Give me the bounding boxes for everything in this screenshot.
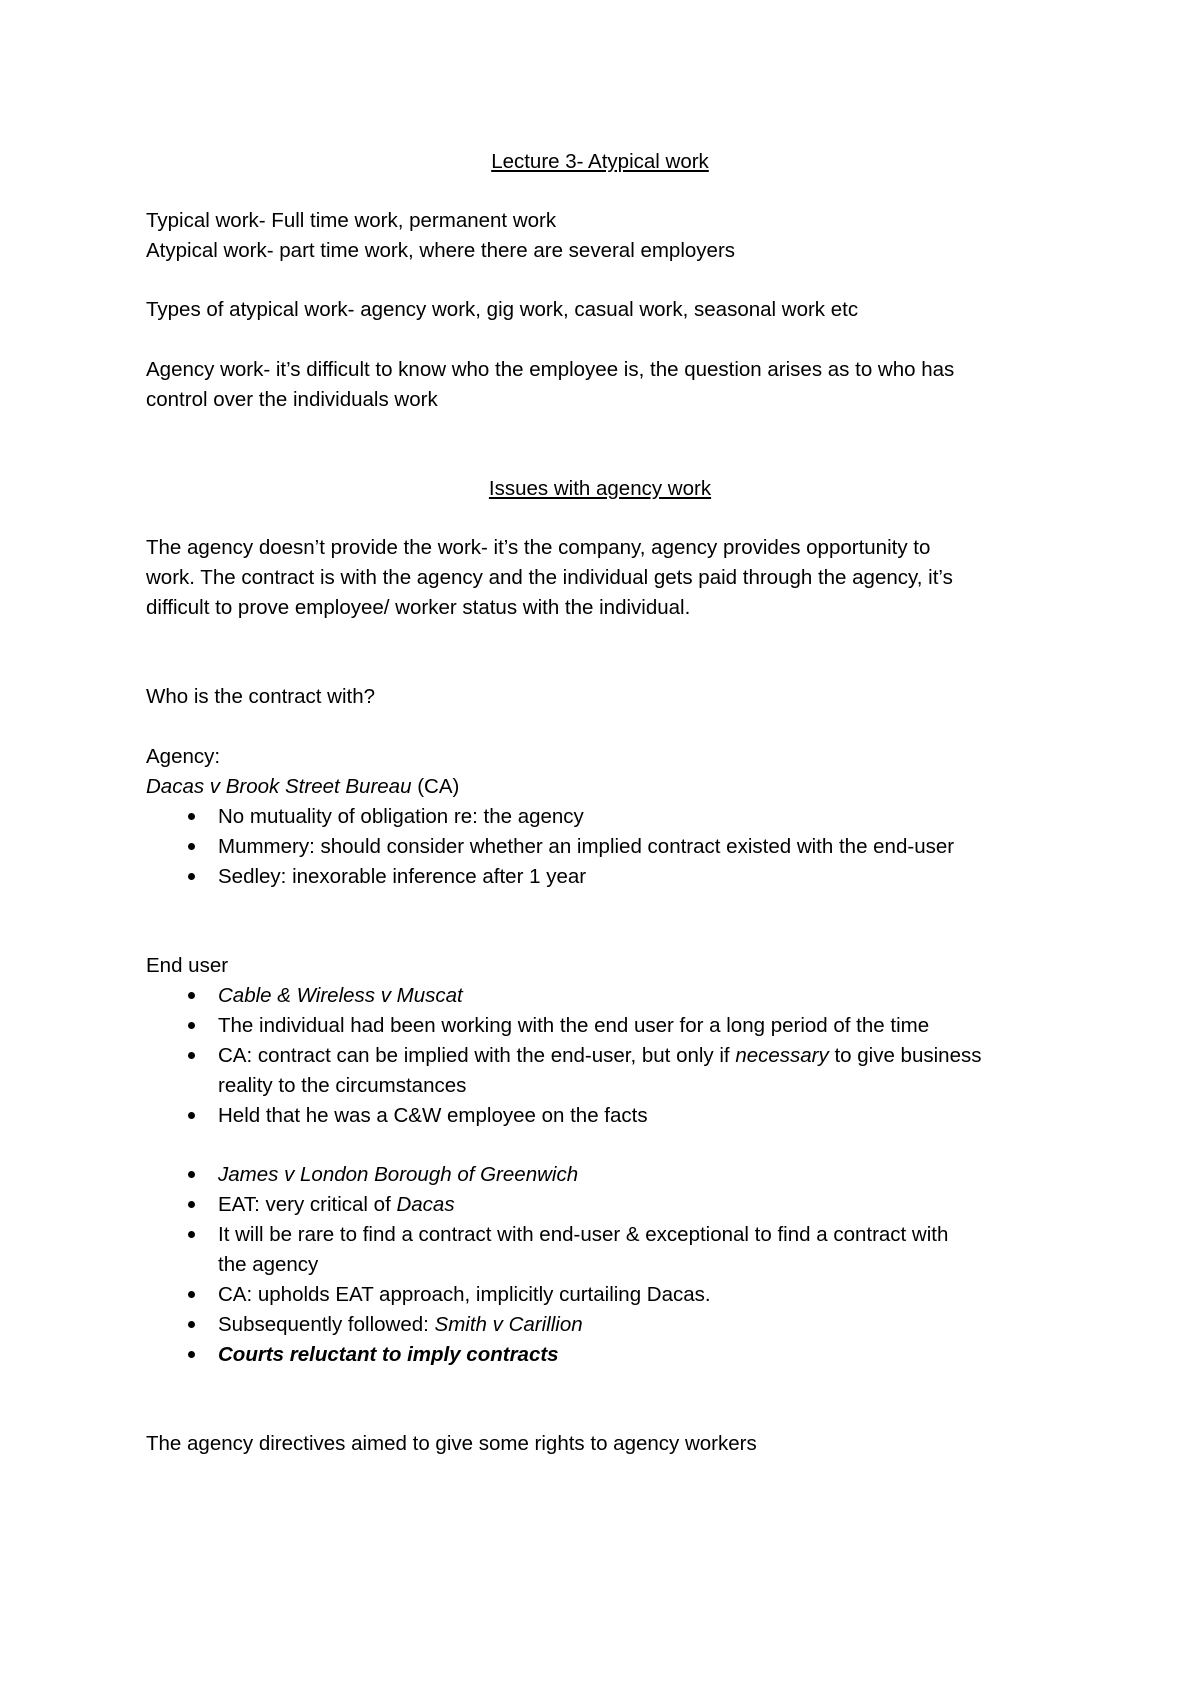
james-bullet-2-pre: EAT: very critical of [218,1193,397,1216]
cable-bullet-2: The individual had been working with the end user for a long period of the time [218,1014,930,1037]
agency-bullet-2: Mummery: should consider whether an implied contract existed with the end-user [218,835,955,858]
issues-paragraph-3: difficult to prove employee/ worker status with the individual. [146,596,691,619]
james-case-bullet [218,1160,578,1190]
agency-work-text-1: Agency work- it’s difficult to know who the employee is, the question arises as to who has [146,358,955,381]
bullet-icon [188,843,195,850]
bullet-icon [188,1022,195,1029]
bullet-icon [188,873,195,880]
bullet-icon [188,1171,195,1178]
issues-heading: Issues with agency work [488,477,712,500]
cable-case-bullet [218,981,463,1011]
agency-bullet-1: No mutuality of obligation re: the agency [218,805,584,828]
page-title: Lecture 3- Atypical work [491,150,709,173]
bullet-icon [188,813,195,820]
dacas-case-name: Dacas v Brook Street Bureau [146,775,412,798]
james-bullet-2-em: Dacas [396,1193,455,1216]
james-bullet-4: CA: upholds EAT approach, implicitly curtailing Dacas. [218,1283,711,1306]
bullet-icon [188,1052,195,1059]
typical-work-text: Typical work- Full time work, permanent work [146,209,557,232]
james-bullet-3-cont: the agency [218,1253,319,1276]
closing-text: The agency directives aimed to give some rights to agency workers [146,1432,757,1455]
issues-paragraph-1: The agency doesn’t provide the work- it’s the company, agency provides opportunity to [146,536,931,559]
dacas-court: (CA) [411,775,460,798]
cable-bullet-4: Held that he was a C&W employee on the facts [218,1104,648,1127]
cable-bullet-3-post: to give business [828,1044,982,1067]
bullet-icon [188,1231,195,1238]
bullet-icon [188,1201,195,1208]
cable-case-name: Cable & Wireless v Muscat [218,984,463,1007]
types-text: Types of atypical work- agency work, gig work, casual work, seasonal work etc [146,298,859,321]
cable-bullet-3 [218,1041,981,1071]
agency-label: Agency: [146,745,221,768]
james-bullet-5 [218,1310,583,1340]
james-case-name: James v London Borough of Greenwich [218,1163,579,1186]
contract-question: Who is the contract with? [146,685,376,708]
atypical-work-text: Atypical work- part time work, where there are several employers [146,239,736,262]
end-user-label: End user [146,954,229,977]
dacas-case-line [146,772,459,802]
cable-bullet-3-em: necessary [735,1044,829,1067]
issues-paragraph-2: work. The contract is with the agency and the individual gets paid through the agency, it’s [146,566,953,589]
james-bullet-5-em: Smith v Carillion [434,1313,583,1336]
james-bullet-2 [218,1190,455,1220]
bullet-icon [188,1321,195,1328]
bullet-icon [188,1112,195,1119]
james-bullet-6: Courts reluctant to imply contracts [218,1343,559,1366]
agency-bullet-3: Sedley: inexorable inference after 1 year [218,865,587,888]
cable-bullet-3-pre: CA: contract can be implied with the end-user, but only if [218,1044,736,1067]
agency-work-text-2: control over the individuals work [146,388,438,411]
bullet-icon [188,1351,195,1358]
james-bullet-5-pre: Subsequently followed: [218,1313,435,1336]
cable-bullet-3-cont: reality to the circumstances [218,1074,467,1097]
bullet-icon [188,992,195,999]
james-bullet-3: It will be rare to find a contract with end-user & exceptional to find a contract with [218,1223,949,1246]
bullet-icon [188,1291,195,1298]
